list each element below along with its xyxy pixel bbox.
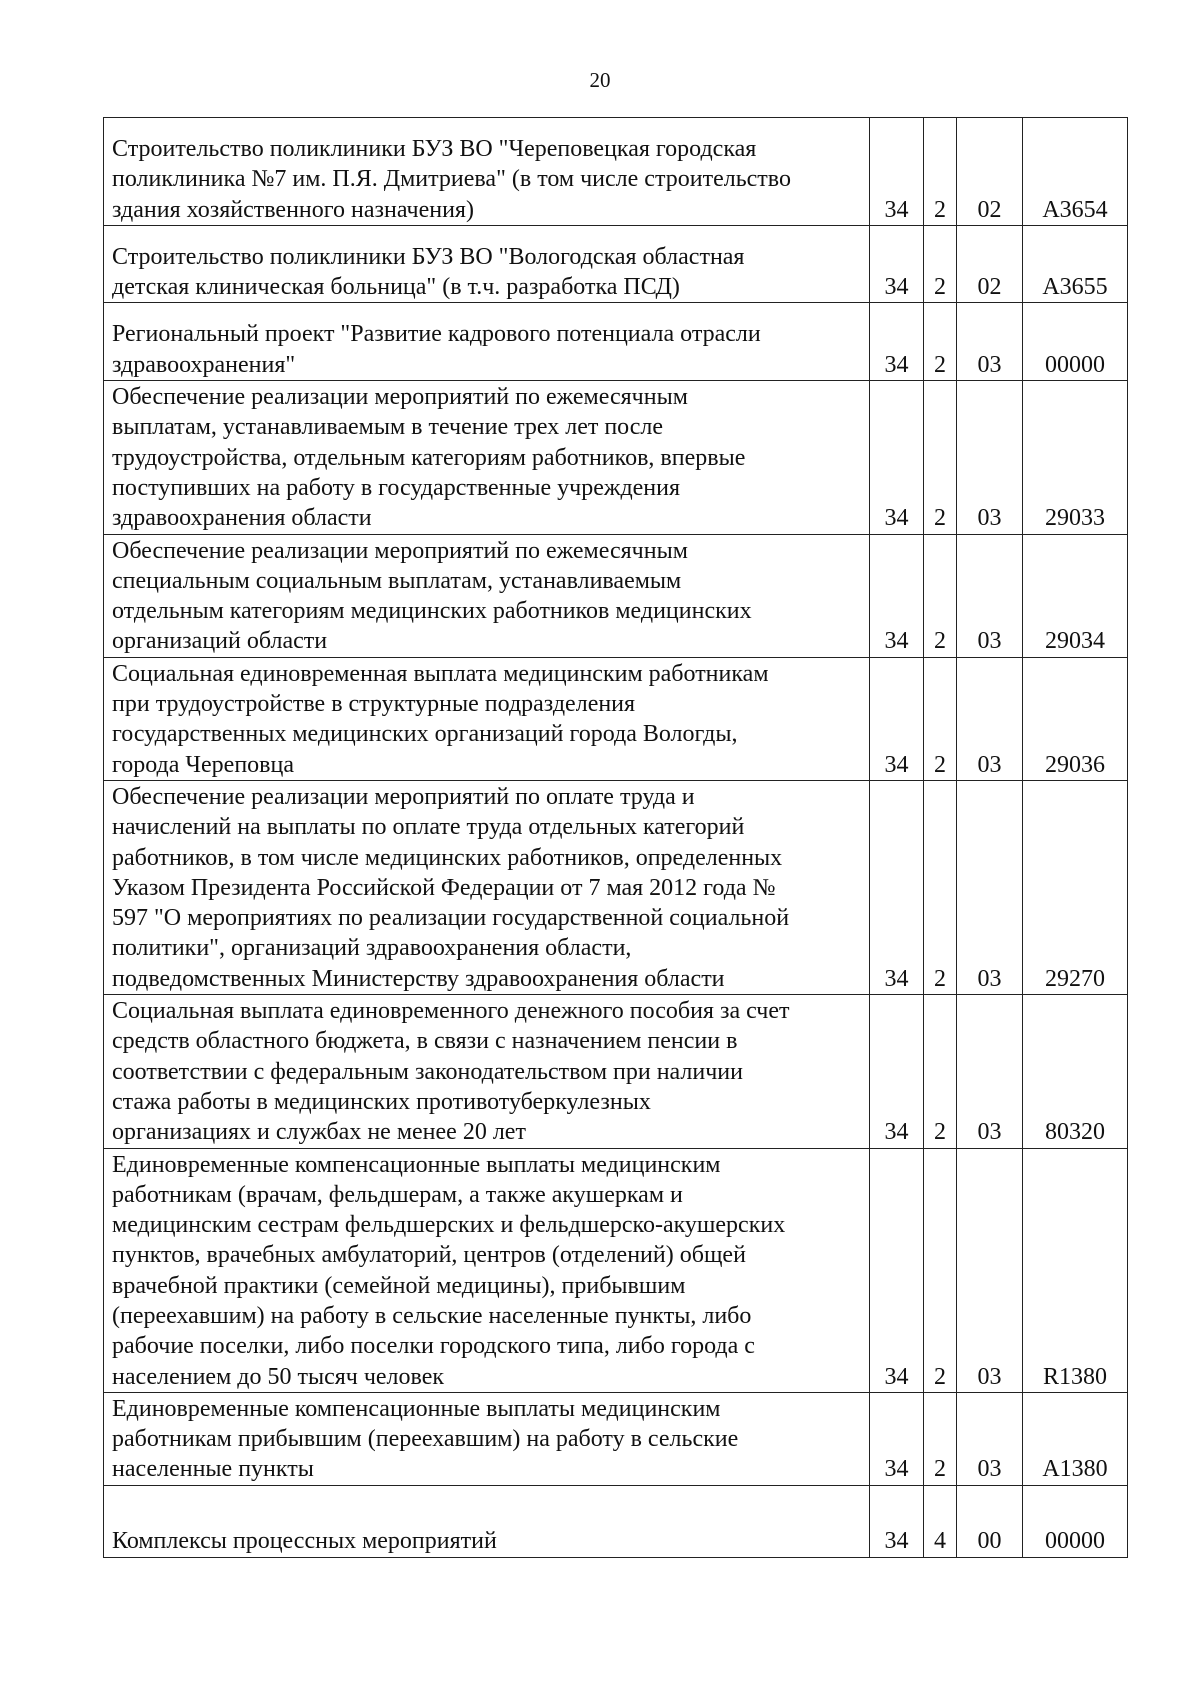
code-type: 2 [924,534,957,657]
code-structure: 03 [957,657,1023,780]
code-program: 34 [870,995,924,1148]
code-type: 4 [924,1485,957,1557]
code-direction: 80320 [1023,995,1128,1148]
code-type: 2 [924,381,957,534]
code-direction: 29270 [1023,780,1128,994]
code-program: 34 [870,381,924,534]
code-direction: 00000 [1023,303,1128,381]
code-type: 2 [924,1392,957,1485]
code-type: 2 [924,780,957,994]
page-number: 20 [589,68,611,92]
code-structure: 03 [957,534,1023,657]
code-direction: А1380 [1023,1392,1128,1485]
row-name-cell [104,780,870,994]
code-type: 2 [924,303,957,381]
code-type: 2 [924,995,957,1148]
code-direction: 29036 [1023,657,1128,780]
row-name: Строительство поликлиники БУЗ ВО "Череповецкая городская поликлиника №7 им. П.Я. Дмитриева" (в том числе строительство здания хозяйственного назначения) [112,136,791,223]
row-name-cell [104,534,870,657]
row-name: Обеспечение реализации мероприятий по ежемесячным выплатам, устанавливаемым в течение трех лет после трудоустройства, отдельным категориям работников, впервые поступивших на работу в государственные учреждения здравоохранения области [112,384,746,532]
code-structure: 03 [957,1148,1023,1392]
row-name: Социальная единовременная выплата медицинским работникам при трудоустройстве в структурные подразделения государственных медицинских организаций города Вологды, города Череповца [112,660,769,778]
row-name: Единовременные компенсационные выплаты медицинским работникам прибывшим (переехавшим) на работу в сельские населенные пункты [112,1395,739,1483]
row-name: Строительство поликлиники БУЗ ВО "Вологодская областная детская клиническая больница" (в т.ч. разработка ПСД) [112,243,745,301]
table-row [104,1485,1128,1557]
row-name-cell [104,118,870,226]
row-name-cell [104,225,870,303]
table-row [104,1148,1128,1392]
row-name: Региональный проект "Развитие кадрового потенциала отрасли здравоохранения" [112,321,761,378]
code-direction: 29033 [1023,381,1128,534]
row-name-cell [104,657,870,780]
table-row [104,780,1128,994]
code-structure: 03 [957,1392,1023,1485]
row-name: Социальная выплата единовременного денежного пособия за счет средств областного бюджета, в связи с назначением пенсии в соответствии с федеральным законодательством при наличии стажа работы в медицинских противотуберкулезных организациях и службах не менее 20 лет [112,998,790,1146]
table-row [104,534,1128,657]
code-structure: 03 [957,381,1023,534]
code-program: 34 [870,534,924,657]
table-row [104,657,1128,780]
classification-table [103,117,1128,1558]
table-row [104,995,1128,1148]
code-direction: R1380 [1023,1148,1128,1392]
row-name: Единовременные компенсационные выплаты медицинским работникам (врачам, фельдшерам, а также акушеркам и медицинским сестрам фельдшерских и фельдшерско-акушерских пунктов, врачебных амбулаторий, центров (отделений) общей врачебной практики (семейной медицины), прибывшим (переехавшим) на работу в сельские населенные пункты, либо рабочие поселки, либо поселки городского типа, либо города с населением до 50 тысяч человек [112,1151,786,1390]
code-program: 34 [870,1485,924,1557]
table-row [104,225,1128,303]
row-name-cell [104,381,870,534]
row-name-cell [104,303,870,381]
code-structure: 02 [957,225,1023,303]
code-program: 34 [870,1148,924,1392]
code-direction: А3655 [1023,225,1128,303]
code-program: 34 [870,780,924,994]
code-direction: А3654 [1023,118,1128,226]
code-structure: 03 [957,995,1023,1148]
row-name-cell [104,1392,870,1485]
code-structure: 00 [957,1485,1023,1557]
code-structure: 03 [957,780,1023,994]
table-row [104,1392,1128,1485]
code-structure: 02 [957,118,1023,226]
code-type: 2 [924,657,957,780]
row-name: Обеспечение реализации мероприятий по оплате труда и начислений на выплаты по оплате труда отдельных категорий работников, в том числе медицинских работников, определенных Указом Президента Российской Федерации от 7 мая 2012 года № 597 "О мероприятиях по реализации государственной социальной политики", организаций здравоохранения области, подведомственных Министерству здравоохранения области [112,783,790,992]
code-direction: 29034 [1023,534,1128,657]
code-type: 2 [924,118,957,226]
code-type: 2 [924,1148,957,1392]
row-name-cell [104,1148,870,1392]
row-name: Обеспечение реализации мероприятий по ежемесячным специальным социальным выплатам, устанавливаемым отдельным категориям медицинских работников медицинских организаций области [112,537,752,655]
row-name-cell [104,1485,870,1557]
code-direction: 00000 [1023,1485,1128,1557]
code-structure: 03 [957,303,1023,381]
row-name-cell [104,995,870,1148]
table-row [104,303,1128,381]
table-row [104,118,1128,226]
code-program: 34 [870,225,924,303]
row-name: Комплексы процессных мероприятий [112,1528,497,1555]
code-program: 34 [870,657,924,780]
table-row [104,381,1128,534]
code-program: 34 [870,303,924,381]
code-program: 34 [870,118,924,226]
code-program: 34 [870,1392,924,1485]
code-type: 2 [924,225,957,303]
